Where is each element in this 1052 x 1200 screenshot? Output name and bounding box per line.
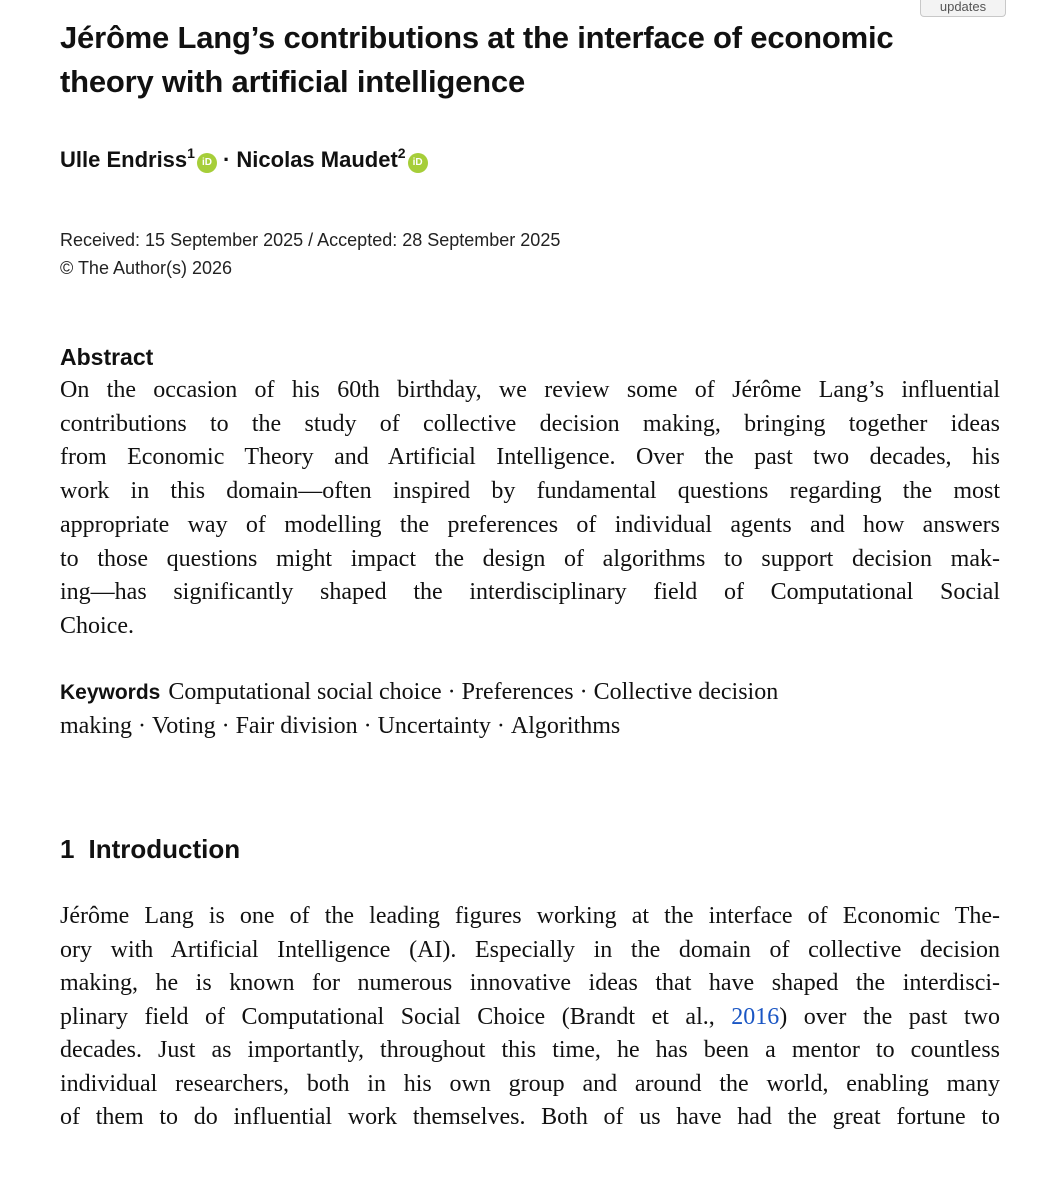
- keywords-line-2: [60, 710, 1000, 744]
- abstract-line: ing—has significantly shaped the interdisciplinary field of Computational Social: [60, 579, 1000, 606]
- citation-prefix: plinary field of Computational Social Choice (Brandt et al.,: [60, 1003, 732, 1030]
- author-name: Nicolas Maudet: [236, 147, 398, 172]
- orcid-icon[interactable]: iD: [408, 153, 428, 173]
- author-name: Ulle Endriss: [60, 147, 188, 172]
- keyword: Fair division: [235, 712, 358, 739]
- keyword: Computational social choice: [168, 679, 442, 705]
- updates-badge-label: updates: [939, 0, 987, 14]
- keyword: Collective decision: [593, 679, 779, 705]
- keyword: Uncertainty: [377, 712, 491, 739]
- abstract-line: contributions to the study of collective decision making, bringing together ideas: [60, 410, 1000, 437]
- abstract-line: work in this domain—often inspired by fundamental questions regarding the most: [60, 478, 1000, 505]
- abstract-line: appropriate way of modelling the preferences of individual agents and how answers: [60, 511, 1000, 538]
- article-title: [60, 16, 960, 104]
- title-line-1: Jérôme Lang’s contributions at the interface of economic: [60, 20, 894, 55]
- keyword-separator: ·: [138, 712, 146, 739]
- abstract-text: [60, 374, 1000, 644]
- introduction-text: [60, 900, 1000, 1135]
- citation-suffix: ) over the past two: [779, 1003, 1000, 1030]
- author-affiliation: 2: [397, 145, 406, 161]
- intro-line: Jérôme Lang is one of the leading figures working at the interface of Economic The-: [60, 903, 1000, 929]
- abstract-line: On the occasion of his 60th birthday, we review some of Jérôme Lang’s influential: [60, 377, 1000, 403]
- keyword-separator: ·: [447, 679, 456, 705]
- keyword-separator: ·: [363, 712, 372, 739]
- keyword: Preferences: [461, 679, 574, 705]
- copyright-notice: © The Author(s) 2026: [60, 258, 233, 278]
- abstract-line: from Economic Theory and Artificial Intelligence. Over the past two decades, his: [60, 444, 1000, 471]
- abstract-line: Choice.: [60, 612, 134, 639]
- author-affiliation: 1: [187, 145, 195, 161]
- keywords-label: Keywords: [60, 681, 161, 704]
- intro-line: decades. Just as importantly, throughout this time, he has been a mentor to countless: [60, 1037, 1000, 1063]
- intro-line: ory with Artificial Intelligence (AI). Especially in the domain of collective decision: [60, 936, 1000, 963]
- keyword: Algorithms: [510, 712, 621, 739]
- intro-citation-line: [60, 1001, 1000, 1035]
- article-metadata: [60, 226, 560, 282]
- keywords: [60, 676, 1000, 743]
- keyword: making: [60, 712, 132, 739]
- keyword-separator: ·: [496, 712, 505, 739]
- intro-line: making, he is known for numerous innovative ideas that have shaped the interdisci-: [60, 970, 1000, 996]
- intro-line: individual researchers, both in his own group and around the world, enabling many: [60, 1070, 1000, 1097]
- check-for-updates-badge[interactable]: [920, 0, 1006, 17]
- title-line-2: theory with artificial intelligence: [60, 64, 525, 99]
- citation-link-2016[interactable]: 2016: [731, 1003, 780, 1030]
- author-list: [60, 142, 434, 178]
- keywords-line-1: [60, 676, 1000, 710]
- keyword: Voting: [152, 712, 216, 739]
- section-number: 1: [60, 834, 75, 864]
- abstract-line: to those questions might impact the design of algorithms to support decision mak-: [60, 545, 1000, 572]
- section-title: Introduction: [88, 834, 241, 864]
- keyword-separator: ·: [221, 712, 230, 739]
- section-heading-introduction: [60, 830, 240, 868]
- orcid-icon[interactable]: iD: [197, 153, 217, 173]
- intro-line: of them to do influential work themselves. Both of us have had the great fortune to: [60, 1104, 1000, 1130]
- abstract-heading: Abstract: [60, 344, 154, 370]
- keyword-separator: ·: [579, 679, 588, 705]
- author-separator: ·: [222, 147, 231, 172]
- received-accepted-dates: Received: 15 September 2025 / Accepted: 28 September 2025: [60, 230, 561, 250]
